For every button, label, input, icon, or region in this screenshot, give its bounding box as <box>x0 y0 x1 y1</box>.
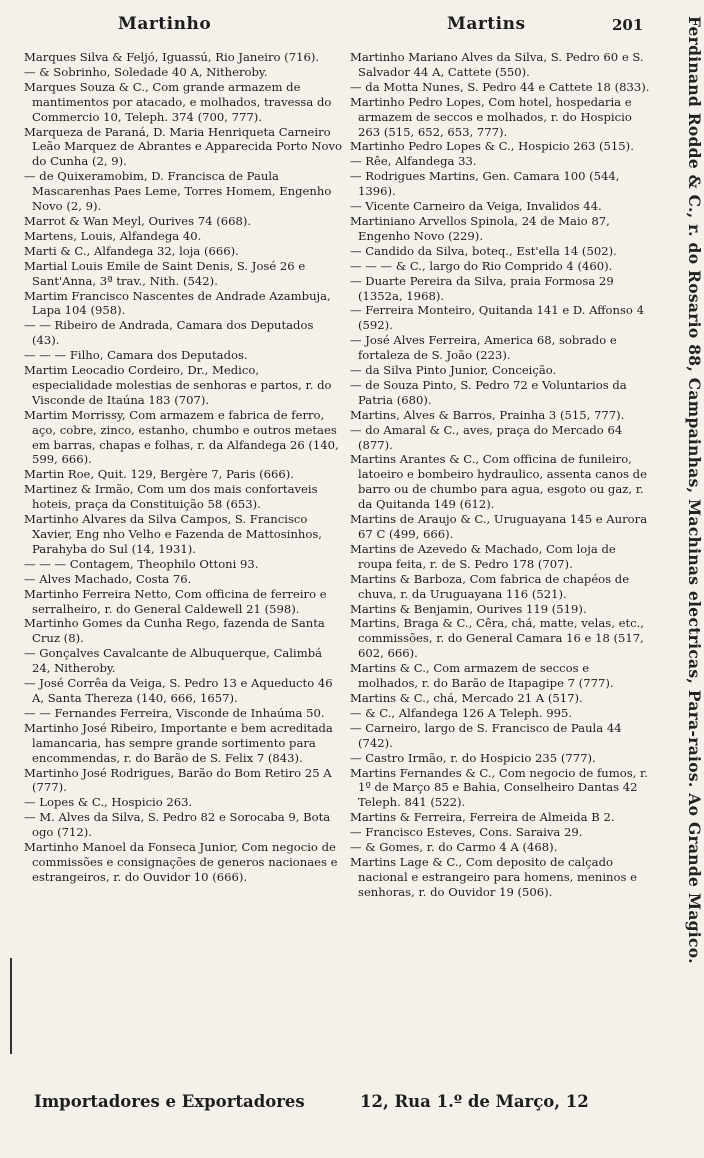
directory-entry: — Lopes & C., Hospicio 263. <box>24 795 193 810</box>
directory-entry: Martinez & Irmão, Com um dos mais confortaveis hoteis, praça da Constituição 58 (653). <box>24 482 318 512</box>
directory-entry: Martens, Louis, Alfandega 40. <box>24 228 202 243</box>
footer-right: 12, Rua 1.º de Março, 12 <box>360 1092 589 1111</box>
directory-entry: Martins Arantes & C., Com officina de funileiro, latoeiro e bombeiro hydraulico, assenta canos de barro ou de chumbo para agua, esgoto ou gaz, r. da Quitanda 149 (612). <box>350 452 647 512</box>
running-head-left: Martinho <box>118 14 212 34</box>
directory-entry: Martim Leocadio Cordeiro, Dr., Medico, especialidade molestias de senhoras e partos, r. do Visconde de Itaúna 183 (707). <box>24 363 332 407</box>
directory-entry: Marques Souza & C., Com grande armazem de mantimentos por atacado, e molhados, travessa do Commercio 10, Teleph. 374 (700, 777). <box>24 79 332 124</box>
page-header <box>0 14 704 40</box>
directory-entry: — — — & C., largo do Rio Comprido 4 (460). <box>350 258 613 273</box>
directory-entry: Martins de Araujo & C., Uruguayana 145 e Aurora 67 C (499, 666). <box>350 512 648 541</box>
directory-entry: — do Amaral & C., aves, praça do Mercado 64 (877). <box>350 422 623 452</box>
directory-entry: Martins Lage & C., Com deposito de calçado nacional e estrangeiro para homens, meninos e senhoras, r. do Ouvidor 19 (506). <box>350 854 638 899</box>
directory-entry: — da Silva Pinto Junior, Conceição. <box>350 363 557 378</box>
directory-entry: — & Sobrinho, Soledade 40 A, Nitheroby. <box>24 64 268 79</box>
left-column <box>24 50 342 885</box>
directory-entry: Martinho Mariano Alves da Silva, S. Pedro 60 e S. Salvador 44 A, Cattete (550). <box>350 50 644 79</box>
directory-entry: Martinho Pedro Lopes & C., Hospicio 263 (515). <box>350 139 634 154</box>
directory-entry: — de Quixeramobim, D. Francisca de Paula Mascarenhas Paes Leme, Torres Homem, Engenho Novo (2, 9). <box>24 169 332 214</box>
directory-entry: Martinho Alvares da Silva Campos, S. Francisco Xavier, Eng nho Velho e Fazenda de Mattosinhos, Parahyba do Sul (14, 1931). <box>24 512 322 556</box>
directory-entry: Martial Louis Emile de Saint Denis, S. José 26 e Sant'Anna, 3ª trav., Nith. (542). <box>24 258 306 288</box>
directory-entry: Martinho Ferreira Netto, Com officina de ferreiro e serralheiro, r. do General Caldewell 21 (598). <box>24 586 327 616</box>
page-footer <box>0 1092 704 1116</box>
directory-entry: Martinho Gomes da Cunha Rego, fazenda de Santa Cruz (8). <box>24 616 325 646</box>
directory-entry: Martins de Azevedo & Machado, Com loja de roupa feita, r. de S. Pedro 178 (707). <box>350 541 616 571</box>
directory-entry: Martins Fernandes & C., Com negocio de fumos, r. 1º de Março 85 e Bahia, Conselheiro Dantas 42 Teleph. 841 (522). <box>350 765 648 810</box>
directory-entry: — Rodrigues Martins, Gen. Camara 100 (544, 1396). <box>350 169 620 199</box>
directory-entry: — — Fernandes Ferreira, Visconde de Inhaúma 50. <box>24 705 325 720</box>
directory-entry: Marrot & Wan Meyl, Ourives 74 (668). <box>24 213 252 228</box>
vertical-advertisement: Ferdinand Rodde & C., r. do Rosario 88, Campainhas, Machinas electricas, Para-raios. Ao Grande Magico. <box>685 16 704 964</box>
directory-entry: — Ferreira Monteiro, Quitanda 141 e D. Affonso 4 (592). <box>350 303 644 333</box>
directory-entry: Martinho José Ribeiro, Importante e bem acreditada lamancaria, has sempre grande sortimento para encommendas, r. do Barão de S. Felix 7 (843). <box>24 720 333 765</box>
running-head-right: Martins <box>447 14 526 34</box>
directory-entry: — Carneiro, largo de S. Francisco de Paula 44 (742). <box>350 720 622 750</box>
right-column <box>350 50 650 900</box>
page-number: 201 <box>612 16 644 34</box>
directory-entry: — de Souza Pinto, S. Pedro 72 e Voluntarios da Patria (680). <box>350 377 627 407</box>
directory-entry: Marti & C., Alfandega 32, loja (666). <box>24 243 239 258</box>
directory-entry: Martin Roe, Quit. 129, Bergère 7, Paris (666). <box>24 467 294 482</box>
directory-entry: Martins & Ferreira, Ferreira de Almeida B 2. <box>350 810 615 825</box>
directory-entry: — Candido da Silva, boteq., Est'ella 14 (502). <box>350 243 617 258</box>
directory-entry: — — — Filho, Camara dos Deputados. <box>24 348 248 363</box>
directory-entry: — & C., Alfandega 126 A Teleph. 995. <box>350 705 573 720</box>
footer-left: Importadores e Exportadores <box>34 1092 305 1111</box>
directory-entry: Martins & C., Com armazem de seccos e molhados, r. do Barão de Itapagipe 7 (777). <box>350 661 614 691</box>
directory-entry: Martinho Manoel da Fonseca Junior, Com negocio de commissões e consignações de generos nacionaes e estrangeiros, r. do Ouvidor 10 (666). <box>24 840 338 884</box>
directory-entry: — — Ribeiro de Andrada, Camara dos Deputados (43). <box>24 318 314 348</box>
directory-entry: — — — Contagem, Theophilo Ottoni 93. <box>24 556 259 571</box>
directory-entry: — Alves Machado, Costa 76. <box>24 571 192 586</box>
directory-entry: — José Corrêa da Veiga, S. Pedro 13 e Aqueducto 46 A, Santa Thereza (140, 666, 1657). <box>24 676 333 705</box>
directory-entry: Martim Morrissy, Com armazem e fabrica de ferro, aço, cobre, zinco, estanho, chumbo e outros metaes em barras, chapas e folhas, r. da Alfandega 26 (140, 599, 666). <box>24 407 339 467</box>
directory-entry: — Francisco Esteves, Cons. Saraiva 29. <box>350 825 583 840</box>
directory-entry: Martiniano Arvellos Spinola, 24 de Maio 87, Engenho Novo (229). <box>350 213 610 243</box>
directory-entry: Martins & Barboza, Com fabrica de chapéos de chuva, r. da Uruguayana 116 (521). <box>350 571 630 601</box>
margin-rule <box>10 958 12 1054</box>
directory-entry: Martinho Pedro Lopes, Com hotel, hospedaria e armazem de seccos e molhados, r. do Hospicio 263 (515, 652, 653, 777). <box>350 94 632 139</box>
directory-entry: — Castro Irmão, r. do Hospicio 235 (777). <box>350 750 596 765</box>
directory-entry: — Duarte Pereira da Silva, praia Formosa 29 (1352a, 1968). <box>350 273 614 303</box>
directory-entry: — & Gomes, r. do Carmo 4 A (468). <box>350 840 558 855</box>
directory-entry: — Gonçalves Cavalcante de Albuquerque, Calimbá 24, Nitheroby. <box>24 646 323 676</box>
directory-entry: Martinho José Rodrigues, Barão do Bom Retiro 25 A (777). <box>24 765 332 795</box>
directory-entry: Martins & C., chá, Mercado 21 A (517). <box>350 690 583 705</box>
directory-entry: Martins & Benjamin, Ourives 119 (519). <box>350 601 587 616</box>
directory-entry: Marqueza de Paraná, D. Maria Henriqueta Carneiro Leão Marquez de Abrantes e Apparecida Porto Novo do Cunha (2, 9). <box>24 124 342 169</box>
directory-entry: — M. Alves da Silva, S. Pedro 82 e Sorocaba 9, Bota ogo (712). <box>24 810 331 840</box>
directory-entry: Martim Francisco Nascentes de Andrade Azambuja, Lapa 104 (958). <box>24 288 331 318</box>
directory-entry: — José Alves Ferreira, America 68, sobrado e fortaleza de S. João (223). <box>350 333 617 363</box>
directory-entry: — Rêe, Alfandega 33. <box>350 154 477 169</box>
directory-entry: Marques Silva & Feljó, Iguassú, Rio Janeiro (716). <box>24 50 320 64</box>
directory-entry: Martins, Alves & Barros, Prainha 3 (515, 777). <box>350 407 625 422</box>
directory-entry: Martins, Braga & C., Cêra, chá, matte, velas, etc., commissões, r. do General Camara 16 e 18 (517, 602, 666). <box>350 616 644 661</box>
directory-entry: — Vicente Carneiro da Veiga, Invalidos 44. <box>350 199 602 214</box>
directory-entry: — da Motta Nunes, S. Pedro 44 e Cattete 18 (833). <box>350 79 650 94</box>
